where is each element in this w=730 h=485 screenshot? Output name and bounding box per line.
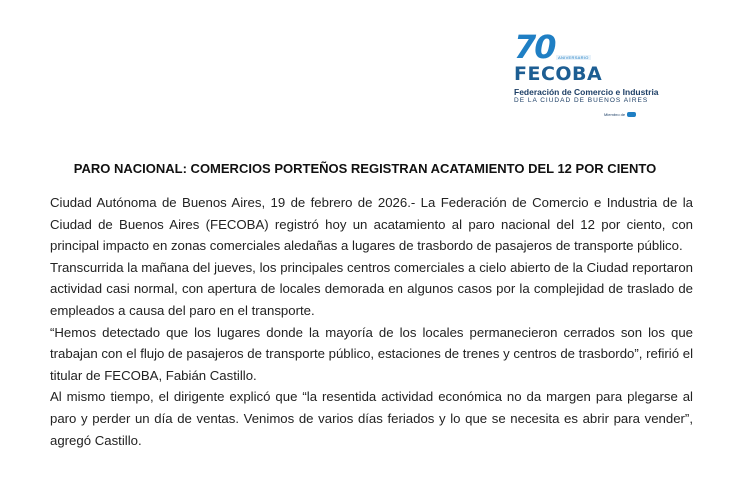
logo-federation-name: Federación de Comercio e Industria (514, 87, 659, 97)
logo-name: FECOBA (514, 63, 603, 85)
paragraph-morning-report: Transcurrida la mañana del jueves, los principales centros comerciales a cielo abierto de la Ciudad reportaron actividad casi normal, con apertura de locales demorada en algunos casos por la complejidad de traslado de empleados a causa del paro en el transporte. (50, 259, 693, 318)
logo-city-name: DE LA CIUDAD DE BUENOS AIRES (514, 97, 649, 104)
logo-member-note (604, 112, 636, 117)
logo-anniversary-label: ANIVERSARIO (558, 55, 589, 60)
logo-member-label: Miembro de (604, 112, 626, 117)
logo-anniversary-number: 70 (514, 28, 555, 66)
member-badge-icon (627, 112, 636, 117)
press-release-body (50, 192, 693, 451)
paragraph-closing-quote: Al mismo tiempo, el dirigente explicó que “la resentida actividad económica no da margen para plegarse al paro y perder un día de ventas. Venimos de varios días feriados y lo que se necesita es abrir para vender”, agregó Castillo. (50, 389, 693, 448)
paragraph-quote-castillo: “Hemos detectado que los lugares donde la mayoría de los locales permanecieron cerrados son los que trabajan con el flujo de pasajeros de transporte público, estaciones de trenes y centros de trasbordo”, refirió el titular de FECOBA, Fabián Castillo. (50, 324, 693, 383)
paragraph-intro: Ciudad Autónoma de Buenos Aires, 19 de febrero de 2026.- La Federación de Comercio e Industria de la Ciudad de Buenos Aires (FECOBA) registró hoy un acatamiento al paro nacional del 12 por ciento, con principal impacto en zonas comerciales aledañas a lugares de trasbordo de pasajeros de transporte público. (50, 195, 693, 254)
fecoba-logo (504, 28, 659, 126)
press-release-title: PARO NACIONAL: COMERCIOS PORTEÑOS REGISTRAN ACATAMIENTO DEL 12 POR CIENTO (73, 161, 657, 176)
